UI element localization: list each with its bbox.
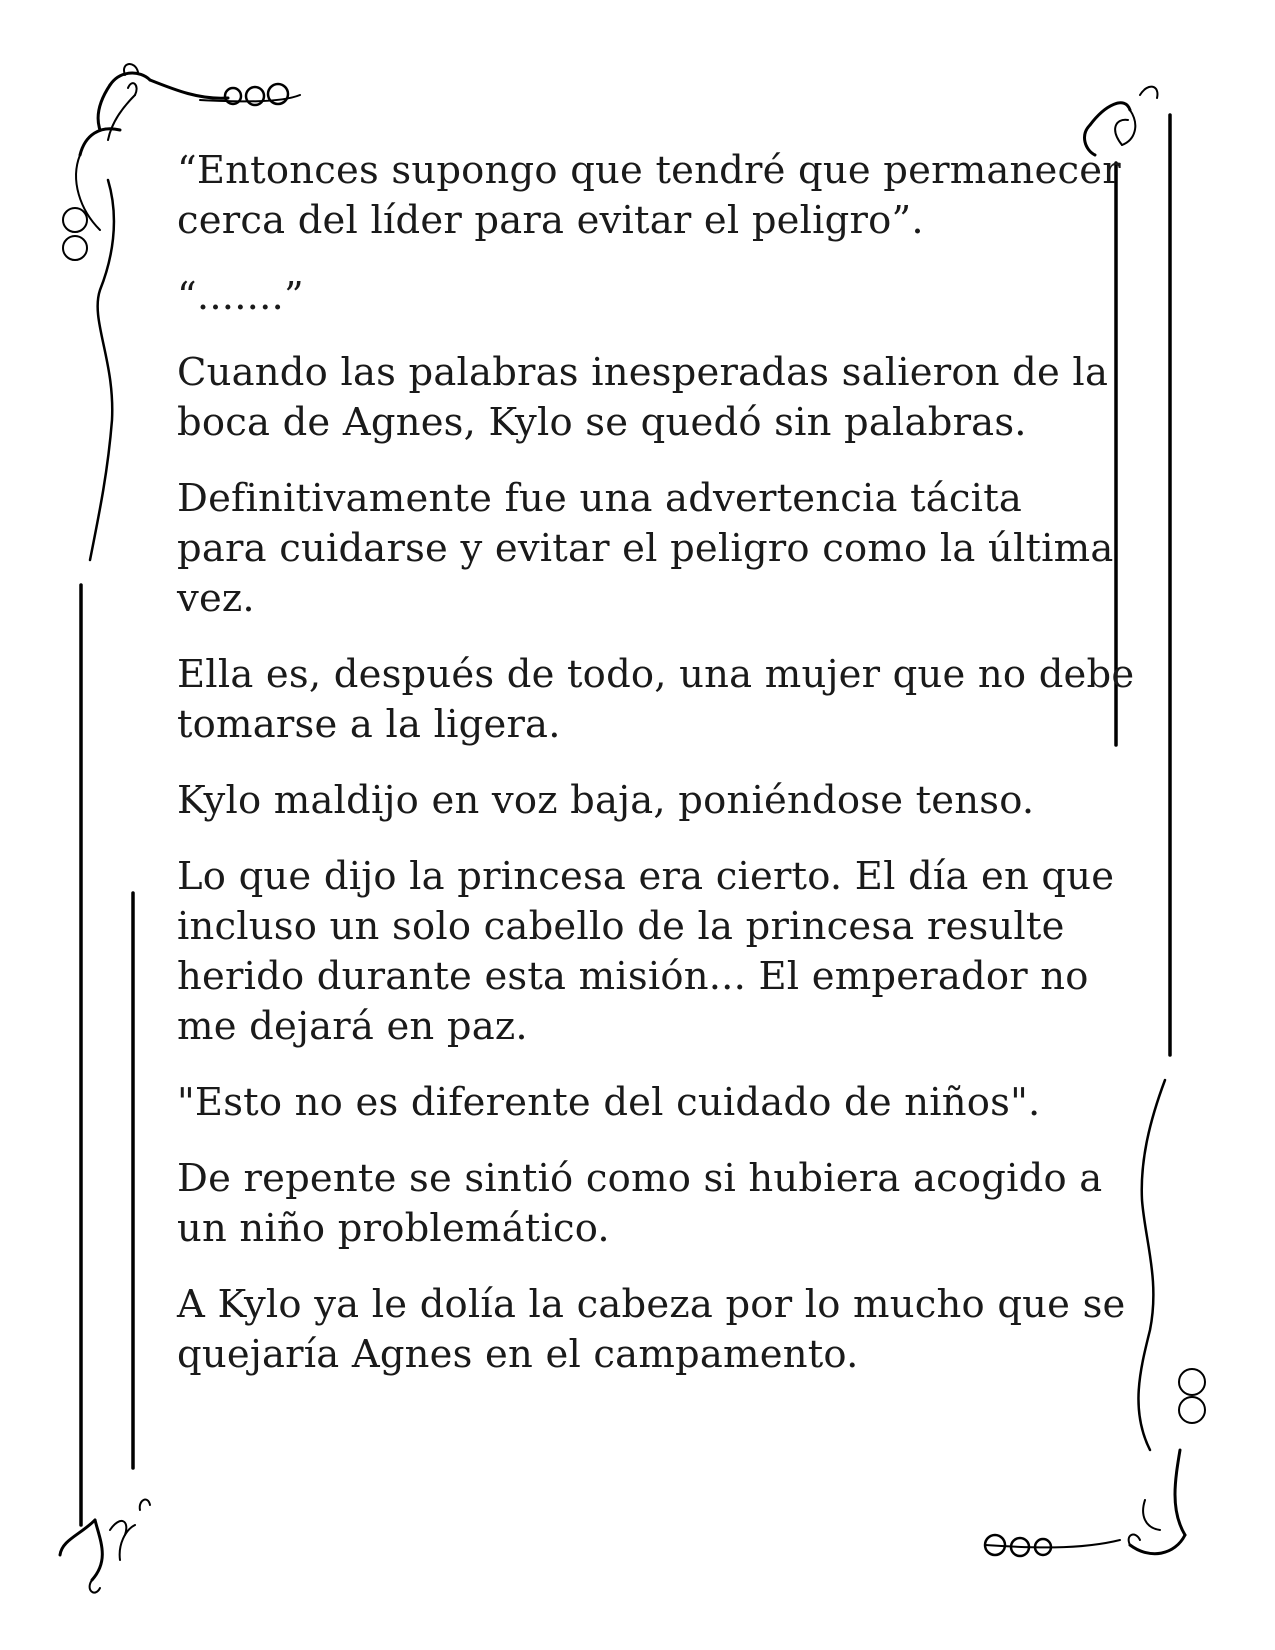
paragraph: [177, 852, 1117, 1052]
story-text: [177, 146, 1135, 1406]
paragraph: [177, 776, 1117, 826]
text-line: tomarse a la ligera.: [177, 702, 561, 747]
text-line: Cuando las palabras inesperadas salieron de la: [177, 350, 1109, 395]
paragraph: [177, 1280, 1126, 1380]
text-line: para cuidarse y evitar el peligro como la última: [177, 526, 1114, 571]
paragraph: [177, 1078, 1117, 1128]
flourish-top-right: [1085, 87, 1158, 155]
paragraph: [177, 146, 1121, 246]
text-line: herido durante esta misión... El emperador no: [177, 954, 1089, 999]
text-line: un niño problemático.: [177, 1206, 610, 1251]
text-line: De repente se sintió como si hubiera acogido a: [177, 1156, 1103, 1201]
text-line: "Esto no es diferente del cuidado de niños".: [177, 1080, 1041, 1125]
paragraph: [177, 348, 1117, 448]
text-line: incluso un solo cabello de la princesa resulte: [177, 904, 1065, 949]
text-line: quejaría Agnes en el campamento.: [177, 1332, 859, 1377]
paragraph: [177, 272, 1117, 322]
text-line: vez.: [177, 576, 255, 621]
text-line: Lo que dijo la princesa era cierto. El día en que: [177, 854, 1115, 899]
paragraph: [177, 1154, 1117, 1254]
text-line: A Kylo ya le dolía la cabeza por lo mucho que se: [177, 1282, 1126, 1327]
flourish-bottom-left: [60, 1500, 150, 1593]
text-line: “.......”: [177, 274, 304, 319]
paragraph: [177, 650, 1135, 750]
paragraph: [177, 474, 1117, 624]
text-line: cerca del líder para evitar el peligro”.: [177, 198, 924, 243]
text-line: Ella es, después de todo, una mujer que no debe: [177, 652, 1135, 697]
text-line: Definitivamente fue una advertencia tácita: [177, 476, 1023, 521]
text-line: Kylo maldijo en voz baja, poniéndose tenso.: [177, 778, 1035, 823]
text-line: boca de Agnes, Kylo se quedó sin palabras.: [177, 400, 1027, 445]
text-line: me dejará en paz.: [177, 1004, 528, 1049]
text-line: “Entonces supongo que tendré que permanecer: [177, 148, 1121, 193]
